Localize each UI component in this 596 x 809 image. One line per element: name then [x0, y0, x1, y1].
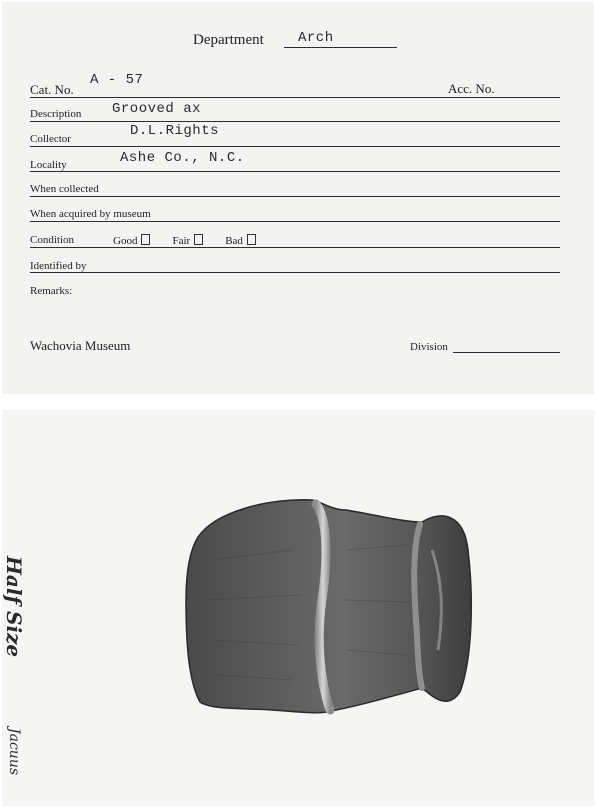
locality-rule: [30, 171, 560, 172]
signature: Jacuus: [6, 728, 22, 776]
catalog-card: [2, 2, 594, 394]
condition-good-label: Good: [113, 235, 138, 247]
collector-rule: [30, 146, 560, 147]
cat-no-label: Cat. No.: [30, 82, 74, 97]
locality-label: Locality: [30, 159, 67, 171]
specimen-photo: [2, 410, 594, 806]
condition-rule: [30, 247, 560, 248]
condition-good-checkbox[interactable]: [141, 234, 150, 245]
cat-no-rule: [30, 97, 560, 98]
scale-note: Half Size: [2, 556, 26, 658]
museum-name: Wachovia Museum: [30, 338, 131, 353]
condition-label: Condition: [30, 234, 75, 246]
grooved-axe-drawing: [2, 410, 594, 806]
description-rule: [30, 121, 560, 122]
condition-bad-label: Bad: [225, 235, 243, 247]
identified-by-rule: [30, 272, 560, 273]
when-acquired-rule: [30, 221, 560, 222]
department-value: Arch: [298, 30, 334, 46]
locality-value: Ashe Co., N.C.: [120, 150, 245, 166]
when-acquired-label: When acquired by museum: [30, 208, 151, 220]
identified-by-label: Identified by: [30, 260, 87, 272]
condition-bad-checkbox[interactable]: [247, 234, 256, 245]
acc-no-label: Acc. No.: [448, 81, 495, 96]
department-label: Department: [193, 32, 264, 48]
collector-value: D.L.Rights: [130, 123, 220, 139]
division-rule: [453, 352, 560, 353]
cat-no-value: A - 57: [90, 72, 144, 88]
when-collected-rule: [30, 196, 560, 197]
condition-fair-checkbox[interactable]: [194, 234, 203, 245]
condition-options: [113, 234, 278, 247]
condition-fair-label: Fair: [172, 235, 191, 247]
when-collected-label: When collected: [30, 183, 99, 195]
collector-label: Collector: [30, 133, 71, 145]
department-rule: [284, 47, 397, 48]
division-label: Division: [410, 341, 448, 353]
description-label: Description: [30, 108, 82, 120]
remarks-label: Remarks:: [30, 285, 73, 297]
description-value: Grooved ax: [112, 101, 202, 117]
